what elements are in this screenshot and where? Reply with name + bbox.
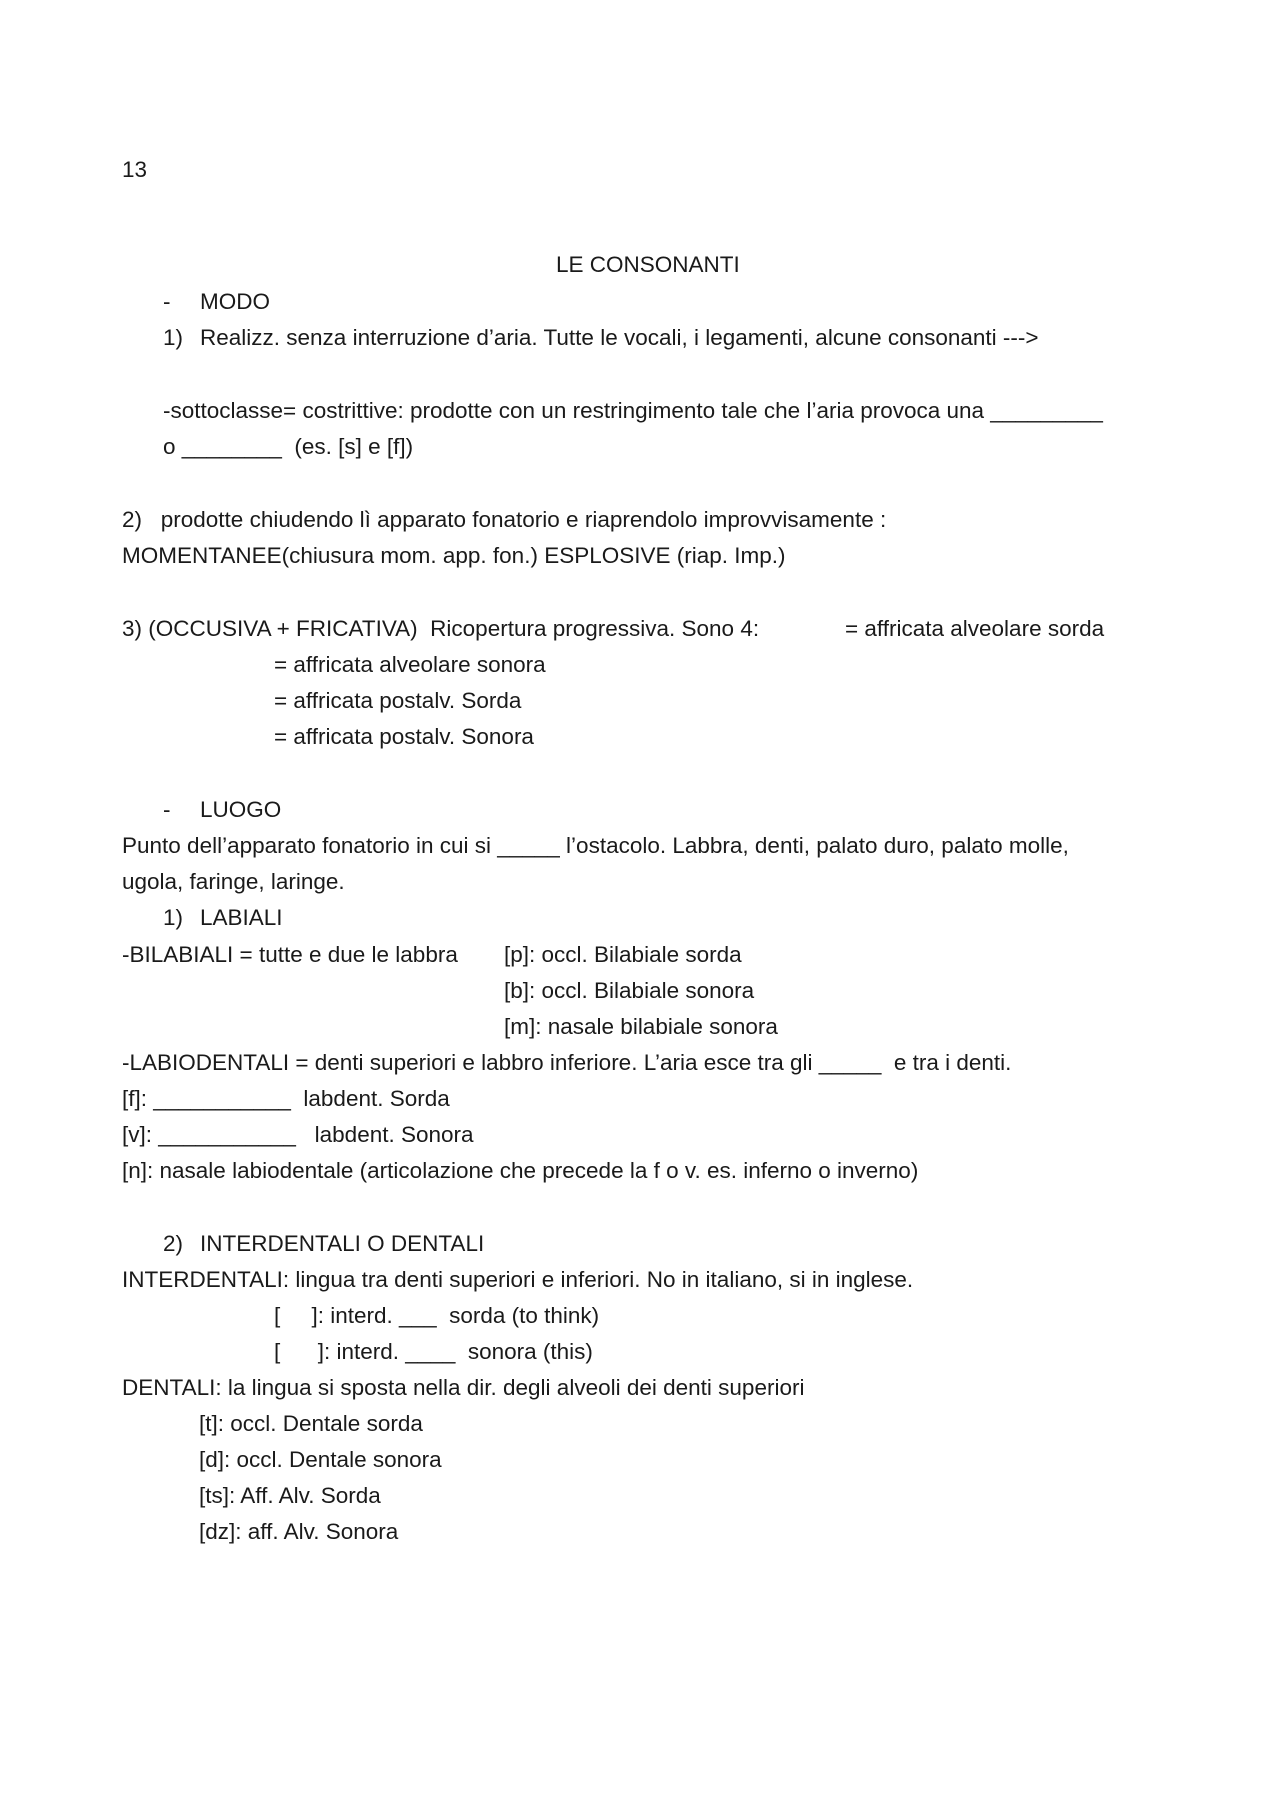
subclass-line-2: o ________ (es. [s] e [f])	[163, 434, 414, 459]
page-number: 13	[122, 157, 148, 182]
bilabiali-item: [m]: nasale bilabiale sonora	[504, 1014, 778, 1039]
labiodentali-line: -LABIODENTALI = denti superiori e labbro inferiore. L’aria esce tra gli _____ e tra i denti.	[122, 1050, 1012, 1075]
modo-item1-number: 1)	[163, 325, 184, 350]
modo-item3-text: 3) (OCCUSIVA + FRICATIVA) Ricopertura progressiva. Sono 4:	[122, 616, 760, 641]
labiodentali-item: [n]: nasale labiodentale (articolazione che precede la f o v. es. inferno o inverno)	[122, 1158, 919, 1183]
bilabiali-label: -BILABIALI = tutte e due le labbra	[122, 942, 458, 967]
affricate-item: = affricata postalv. Sorda	[274, 688, 522, 713]
modo-item1-text: Realizz. senza interruzione d’aria. Tutte le vocali, i legamenti, alcune consonanti --->	[200, 325, 1039, 350]
modo-heading: MODO	[200, 289, 270, 314]
subclass-line-1: -sottoclasse= costrittive: prodotte con un restringimento tale che l’aria provoca una _________	[163, 398, 1103, 423]
bilabiali-item: [b]: occl. Bilabiale sonora	[504, 978, 755, 1003]
dentali-line: DENTALI: la lingua si sposta nella dir. degli alveoli dei denti superiori	[122, 1375, 805, 1400]
bilabiali-item: [p]: occl. Bilabiale sorda	[504, 942, 742, 967]
luogo-bullet: -	[163, 797, 171, 822]
modo-item2-line-2: MOMENTANEE(chiusura mom. app. fon.) ESPLOSIVE (riap. Imp.)	[122, 543, 786, 568]
luogo-heading: LUOGO	[200, 797, 282, 822]
labiodentali-item: [f]: ___________ labdent. Sorda	[122, 1086, 450, 1111]
modo-bullet: -	[163, 289, 171, 314]
dentali-item: [dz]: aff. Alv. Sonora	[199, 1519, 399, 1544]
interdentali-line: INTERDENTALI: lingua tra denti superiori e inferiori. No in italiano, si in inglese.	[122, 1267, 914, 1292]
labiali-number: 1)	[163, 905, 184, 930]
interdentali-item: [ ]: interd. ___ sorda (to think)	[274, 1303, 600, 1328]
labiali-heading: LABIALI	[200, 905, 283, 930]
page-title: LE CONSONANTI	[556, 252, 740, 277]
dentali-item: [t]: occl. Dentale sorda	[199, 1411, 423, 1436]
luogo-description-line-1: Punto dell’apparato fonatorio in cui si _____ l’ostacolo. Labbra, denti, palato duro, palato molle,	[122, 833, 1069, 858]
dentali-number: 2)	[163, 1231, 184, 1256]
interdentali-item: [ ]: interd. ____ sonora (this)	[274, 1339, 593, 1364]
affricate-item: = affricata postalv. Sonora	[274, 724, 534, 749]
affricate-item: = affricata alveolare sorda	[845, 616, 1105, 641]
affricate-item: = affricata alveolare sonora	[274, 652, 546, 677]
luogo-description-line-2: ugola, faringe, laringe.	[122, 869, 345, 894]
modo-item2-line-1: 2) prodotte chiudendo lì apparato fonatorio e riaprendolo improvvisamente :	[122, 507, 887, 532]
dentali-item: [ts]: Aff. Alv. Sorda	[199, 1483, 381, 1508]
labiodentali-item: [v]: ___________ labdent. Sonora	[122, 1122, 474, 1147]
dentali-item: [d]: occl. Dentale sonora	[199, 1447, 442, 1472]
dentali-heading: INTERDENTALI O DENTALI	[200, 1231, 485, 1256]
